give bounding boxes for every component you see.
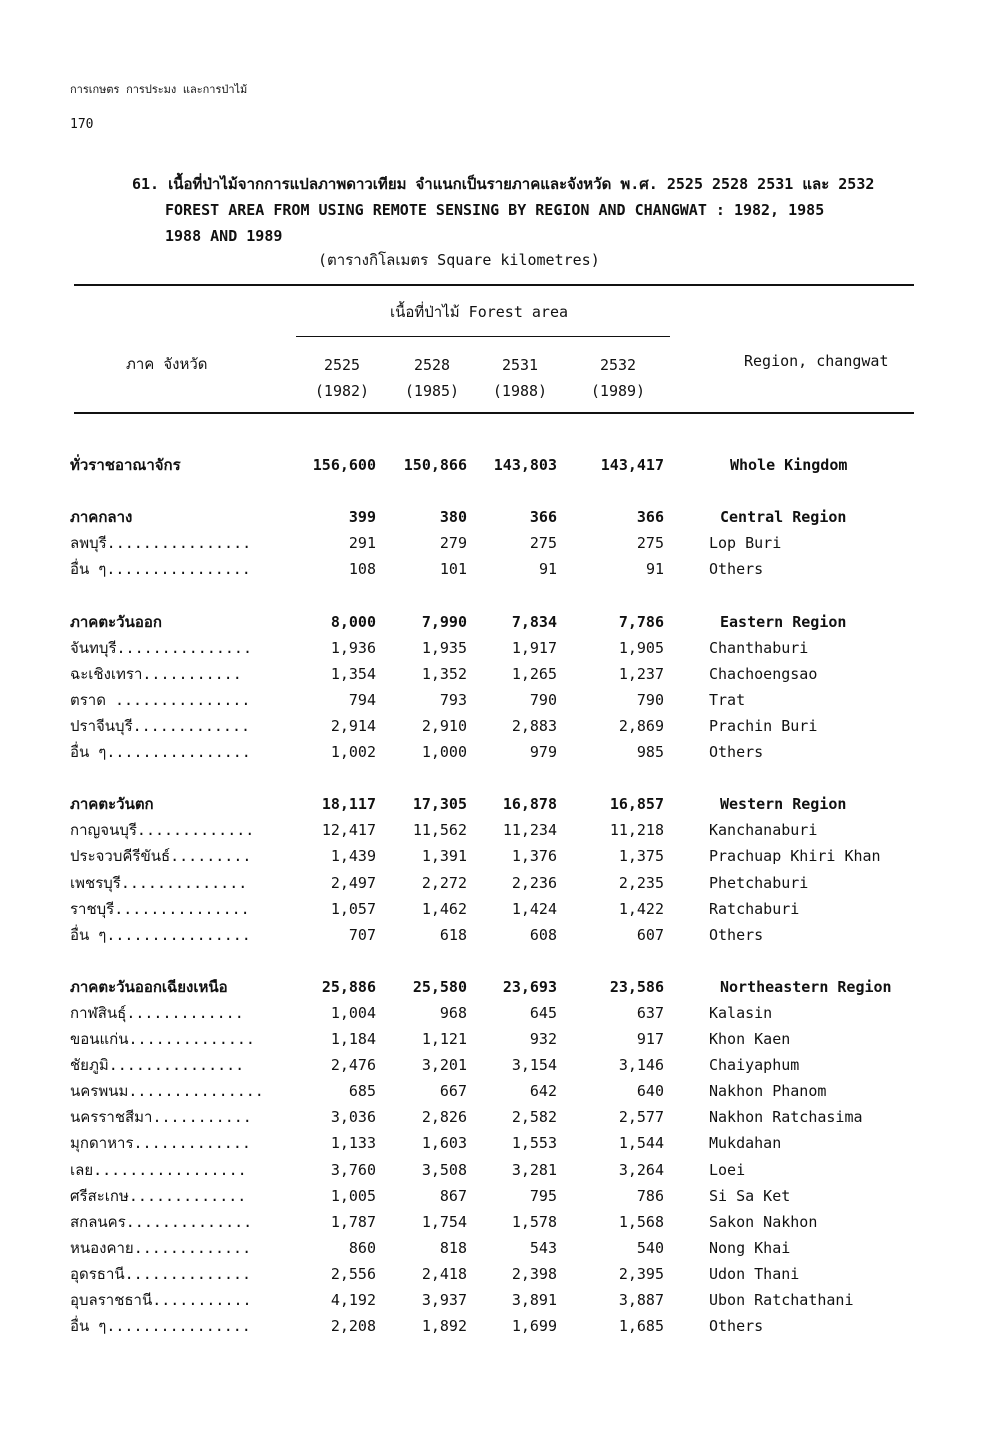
thai-name-cell: อุดรธานี.............. (70, 1264, 252, 1283)
value-cell-2528: 1,352 (421, 664, 467, 683)
thai-name-cell: หนองคาย............. (70, 1238, 252, 1257)
english-name-cell: Loei (709, 1160, 746, 1179)
value-cell-2531: 23,693 (502, 977, 557, 996)
value-cell-2528: 3,937 (421, 1291, 467, 1310)
english-name-cell: Western Region (720, 795, 847, 814)
region-header-english: Region, changwat (744, 352, 889, 370)
value-cell-2525: 2,556 (330, 1264, 376, 1283)
value-cell-2528: 1,603 (421, 1134, 467, 1153)
thai-name-cell: อื่น ๆ................ (70, 925, 251, 944)
value-cell-2532: 143,417 (600, 456, 664, 475)
value-cell-2532: 3,146 (618, 1056, 664, 1075)
english-name-cell: Sakon Nakhon (709, 1212, 818, 1231)
value-cell-2531: 143,803 (493, 456, 557, 475)
value-cell-2525: 1,354 (330, 664, 376, 683)
year-ad: (1988) (492, 382, 548, 400)
value-cell-2525: 399 (348, 508, 376, 527)
table-row (70, 739, 915, 765)
value-cell-2532: 640 (636, 1082, 664, 1101)
value-cell-2532: 1,685 (618, 1317, 664, 1336)
value-cell-2525: 1,133 (330, 1134, 376, 1153)
value-cell-2528: 1,754 (421, 1212, 467, 1231)
value-cell-2525: 291 (348, 534, 376, 553)
region-row (70, 791, 915, 817)
value-cell-2525: 1,005 (330, 1186, 376, 1205)
value-cell-2525: 2,476 (330, 1056, 376, 1075)
table-row (70, 1078, 915, 1104)
value-cell-2528: 3,201 (421, 1056, 467, 1075)
value-cell-2528: 2,418 (421, 1264, 467, 1283)
english-name-cell: Eastern Region (720, 612, 847, 631)
english-name-cell: Kanchanaburi (709, 821, 818, 840)
title-english-line-1: FOREST AREA FROM USING REMOTE SENSING BY REGION AND CHANGWAT : 1982, 1985 (165, 201, 825, 219)
table-row (70, 1287, 915, 1313)
table-row (70, 1157, 915, 1183)
table-top-rule (74, 284, 914, 286)
value-cell-2528: 818 (439, 1238, 467, 1257)
thai-name-cell: ภาคตะวันตก (70, 795, 154, 814)
value-cell-2531: 790 (529, 690, 557, 709)
english-name-cell: Others (709, 925, 764, 944)
value-cell-2525: 8,000 (330, 612, 376, 631)
value-cell-2531: 2,582 (511, 1108, 557, 1127)
title-thai: เนื้อที่ป่าไม้จากการแปลภาพดาวเทียม จำแนกเป็นรายภาคและจังหวัด พ.ศ. 2525 2528 2531 และ 2532 (168, 175, 875, 193)
table-body (70, 452, 915, 1339)
value-cell-2525: 794 (348, 690, 376, 709)
value-cell-2532: 3,264 (618, 1160, 664, 1179)
spacer-cell (70, 582, 915, 608)
english-name-cell: Prachuap Khiri Khan (709, 847, 881, 866)
value-cell-2528: 17,305 (412, 795, 467, 814)
value-cell-2531: 543 (529, 1238, 557, 1257)
english-name-cell: Mukdahan (709, 1134, 782, 1153)
table-number: 61. (132, 175, 160, 193)
value-cell-2531: 275 (529, 534, 557, 553)
value-cell-2532: 985 (636, 743, 664, 762)
value-cell-2528: 25,580 (412, 977, 467, 996)
value-cell-2531: 1,578 (511, 1212, 557, 1231)
table-row (70, 635, 915, 661)
value-cell-2528: 279 (439, 534, 467, 553)
forest-area-header: เนื้อที่ป่าไม้ Forest area (390, 303, 569, 321)
table-row (70, 922, 915, 948)
english-name-cell: Trat (709, 690, 746, 709)
value-cell-2528: 1,000 (421, 743, 467, 762)
english-name-cell: Others (709, 560, 764, 579)
value-cell-2525: 12,417 (321, 821, 376, 840)
value-cell-2525: 1,439 (330, 847, 376, 866)
table-row (70, 1026, 915, 1052)
value-cell-2525: 2,497 (330, 873, 376, 892)
spacer-row (70, 478, 915, 504)
value-cell-2532: 637 (636, 1004, 664, 1023)
forest-area-table (70, 452, 915, 1339)
thai-name-cell: กาฬสินธุ์............. (70, 1004, 244, 1023)
table-row (70, 713, 915, 739)
thai-name-cell: ศรีสะเกษ............. (70, 1186, 247, 1205)
forest-area-rule (296, 336, 670, 337)
spacer-cell (70, 765, 915, 791)
english-name-cell: Others (709, 1317, 764, 1336)
year-header-2532 (578, 352, 658, 404)
value-cell-2531: 3,891 (511, 1291, 557, 1310)
english-name-cell: Phetchaburi (709, 873, 809, 892)
english-name-cell: Si Sa Ket (709, 1186, 791, 1205)
value-cell-2528: 618 (439, 925, 467, 944)
table-row (70, 1052, 915, 1078)
value-cell-2531: 608 (529, 925, 557, 944)
english-name-cell: Chachoengsao (709, 664, 818, 683)
value-cell-2531: 366 (529, 508, 557, 527)
thai-name-cell: ขอนแก่น.............. (70, 1030, 255, 1049)
english-name-cell: Chaiyaphum (709, 1056, 800, 1075)
value-cell-2532: 11,218 (609, 821, 664, 840)
english-name-cell: Prachin Buri (709, 716, 818, 735)
value-cell-2528: 867 (439, 1186, 467, 1205)
value-cell-2532: 786 (636, 1186, 664, 1205)
spacer-cell (70, 478, 915, 504)
value-cell-2531: 91 (538, 560, 557, 579)
section-title: การเกษตร การประมง และการป่าไม้ (70, 83, 248, 96)
value-cell-2525: 707 (348, 925, 376, 944)
thai-name-cell: อื่น ๆ................ (70, 560, 251, 579)
table-row (70, 1313, 915, 1339)
year-ad: (1985) (404, 382, 460, 400)
value-cell-2531: 932 (529, 1030, 557, 1049)
value-cell-2528: 2,826 (421, 1108, 467, 1127)
thai-name-cell: ปราจีนบุรี............. (70, 716, 251, 735)
thai-name-cell: ประจวบคีรีขันธ์......... (70, 847, 252, 866)
value-cell-2525: 1,184 (330, 1030, 376, 1049)
value-cell-2531: 642 (529, 1082, 557, 1101)
year-be: 2532 (599, 356, 637, 374)
value-cell-2532: 540 (636, 1238, 664, 1257)
value-cell-2528: 793 (439, 690, 467, 709)
region-row (70, 504, 915, 530)
english-name-cell: Nong Khai (709, 1238, 791, 1257)
value-cell-2525: 25,886 (321, 977, 376, 996)
thai-name-cell: ชัยภูมิ............... (70, 1056, 245, 1075)
value-cell-2531: 3,154 (511, 1056, 557, 1075)
thai-name-cell: นครพนม............... (70, 1082, 264, 1101)
value-cell-2532: 7,786 (618, 612, 664, 631)
value-cell-2528: 1,391 (421, 847, 467, 866)
thai-name-cell: สกลนคร.............. (70, 1212, 253, 1231)
value-cell-2528: 1,462 (421, 899, 467, 918)
table-title (132, 171, 874, 249)
value-cell-2531: 7,834 (511, 612, 557, 631)
table-row (70, 530, 915, 556)
value-cell-2531: 1,376 (511, 847, 557, 866)
english-name-cell: Chanthaburi (709, 638, 809, 657)
english-name-cell: Others (709, 743, 764, 762)
value-cell-2532: 1,422 (618, 899, 664, 918)
value-cell-2528: 968 (439, 1004, 467, 1023)
thai-name-cell: อุบลราชธานี........... (70, 1291, 252, 1310)
table-row (70, 556, 915, 582)
table-row (70, 870, 915, 896)
value-cell-2528: 7,990 (421, 612, 467, 631)
year-ad: (1982) (314, 382, 370, 400)
table-row (70, 1261, 915, 1287)
value-cell-2531: 1,917 (511, 638, 557, 657)
header-bottom-rule (74, 412, 914, 414)
english-name-cell: Northeastern Region (720, 977, 892, 996)
english-name-cell: Khon Kaen (709, 1030, 791, 1049)
value-cell-2531: 795 (529, 1186, 557, 1205)
english-name-cell: Nakhon Ratchasima (709, 1108, 863, 1127)
table-row (70, 1183, 915, 1209)
value-cell-2525: 2,914 (330, 716, 376, 735)
value-cell-2531: 3,281 (511, 1160, 557, 1179)
page-number: 170 (70, 117, 94, 132)
value-cell-2528: 150,866 (403, 456, 467, 475)
value-cell-2528: 3,508 (421, 1160, 467, 1179)
value-cell-2528: 1,892 (421, 1317, 467, 1336)
thai-name-cell: ภาคตะวันออก (70, 612, 162, 631)
value-cell-2531: 11,234 (502, 821, 557, 840)
value-cell-2532: 2,395 (618, 1264, 664, 1283)
value-cell-2532: 1,568 (618, 1212, 664, 1231)
value-cell-2531: 979 (529, 743, 557, 762)
english-name-cell: Ratchaburi (709, 899, 800, 918)
thai-name-cell: อื่น ๆ................ (70, 1317, 251, 1336)
value-cell-2532: 91 (645, 560, 664, 579)
value-cell-2528: 2,910 (421, 716, 467, 735)
table-row (70, 687, 915, 713)
thai-name-cell: เลย................. (70, 1160, 247, 1179)
thai-name-cell: ทั่วราชอาณาจักร (70, 456, 181, 475)
value-cell-2525: 1,936 (330, 638, 376, 657)
thai-name-cell: ลพบุรี................ (70, 534, 252, 553)
value-cell-2532: 1,544 (618, 1134, 664, 1153)
value-cell-2525: 1,002 (330, 743, 376, 762)
year-be: 2531 (501, 356, 539, 374)
spacer-row (70, 948, 915, 974)
thai-name-cell: จันทบุรี............... (70, 638, 252, 657)
table-row (70, 843, 915, 869)
value-cell-2531: 2,236 (511, 873, 557, 892)
english-name-cell: Whole Kingdom (730, 456, 848, 475)
value-cell-2525: 1,004 (330, 1004, 376, 1023)
thai-name-cell: มุกดาหาร............. (70, 1134, 251, 1153)
value-cell-2532: 790 (636, 690, 664, 709)
value-cell-2531: 1,699 (511, 1317, 557, 1336)
region-row (70, 974, 915, 1000)
value-cell-2525: 18,117 (321, 795, 376, 814)
year-ad: (1989) (590, 382, 646, 400)
year-header-2528 (392, 352, 472, 404)
total-row (70, 452, 915, 478)
value-cell-2532: 16,857 (609, 795, 664, 814)
thai-name-cell: เพชรบุรี.............. (70, 873, 248, 892)
value-cell-2525: 156,600 (312, 456, 376, 475)
value-cell-2532: 1,375 (618, 847, 664, 866)
table-row (70, 661, 915, 687)
value-cell-2528: 1,935 (421, 638, 467, 657)
year-be: 2525 (323, 356, 361, 374)
year-header-2525 (302, 352, 382, 404)
spacer-row (70, 765, 915, 791)
value-cell-2525: 1,787 (330, 1212, 376, 1231)
value-cell-2531: 2,883 (511, 716, 557, 735)
value-cell-2531: 645 (529, 1004, 557, 1023)
unit-label: (ตารางกิโลเมตร Square kilometres) (318, 251, 600, 269)
value-cell-2532: 607 (636, 925, 664, 944)
value-cell-2531: 1,424 (511, 899, 557, 918)
value-cell-2528: 2,272 (421, 873, 467, 892)
value-cell-2531: 1,265 (511, 664, 557, 683)
table-row (70, 1000, 915, 1026)
thai-name-cell: ตราด ............... (70, 690, 251, 709)
value-cell-2525: 685 (348, 1082, 376, 1101)
spacer-cell (70, 948, 915, 974)
value-cell-2528: 667 (439, 1082, 467, 1101)
region-row (70, 609, 915, 635)
title-thai-line (132, 171, 874, 197)
value-cell-2531: 2,398 (511, 1264, 557, 1283)
english-name-cell: Ubon Ratchathani (709, 1291, 854, 1310)
region-header-thai: ภาค จังหวัด (126, 355, 208, 373)
thai-name-cell: ภาคตะวันออกเฉียงเหนือ (70, 977, 228, 996)
table-row (70, 896, 915, 922)
spacer-row (70, 582, 915, 608)
title-english-line-2: 1988 AND 1989 (165, 227, 283, 245)
thai-name-cell: ภาคกลาง (70, 508, 133, 527)
value-cell-2532: 1,237 (618, 664, 664, 683)
value-cell-2532: 23,586 (609, 977, 664, 996)
value-cell-2525: 4,192 (330, 1291, 376, 1310)
table-row (70, 817, 915, 843)
year-header-2531 (480, 352, 560, 404)
thai-name-cell: อื่น ๆ................ (70, 743, 251, 762)
value-cell-2525: 2,208 (330, 1317, 376, 1336)
value-cell-2525: 108 (348, 560, 376, 579)
year-be: 2528 (413, 356, 451, 374)
thai-name-cell: ฉะเชิงเทรา........... (70, 664, 242, 683)
thai-name-cell: นครราชสีมา........... (70, 1108, 252, 1127)
value-cell-2532: 1,905 (618, 638, 664, 657)
thai-name-cell: กาญจนบุรี............. (70, 821, 255, 840)
value-cell-2532: 917 (636, 1030, 664, 1049)
value-cell-2528: 380 (439, 508, 467, 527)
value-cell-2525: 3,760 (330, 1160, 376, 1179)
thai-name-cell: ราชบุรี............... (70, 899, 250, 918)
value-cell-2528: 1,121 (421, 1030, 467, 1049)
value-cell-2531: 16,878 (502, 795, 557, 814)
value-cell-2532: 366 (636, 508, 664, 527)
value-cell-2528: 101 (439, 560, 467, 579)
english-name-cell: Kalasin (709, 1004, 773, 1023)
value-cell-2531: 1,553 (511, 1134, 557, 1153)
value-cell-2532: 275 (636, 534, 664, 553)
table-row (70, 1130, 915, 1156)
table-row (70, 1104, 915, 1130)
english-name-cell: Udon Thani (709, 1264, 800, 1283)
table-row (70, 1235, 915, 1261)
value-cell-2525: 3,036 (330, 1108, 376, 1127)
value-cell-2532: 2,235 (618, 873, 664, 892)
value-cell-2528: 11,562 (412, 821, 467, 840)
value-cell-2525: 1,057 (330, 899, 376, 918)
value-cell-2532: 2,577 (618, 1108, 664, 1127)
value-cell-2532: 2,869 (618, 716, 664, 735)
value-cell-2525: 860 (348, 1238, 376, 1257)
english-name-cell: Lop Buri (709, 534, 782, 553)
table-row (70, 1209, 915, 1235)
english-name-cell: Nakhon Phanom (709, 1082, 827, 1101)
english-name-cell: Central Region (720, 508, 847, 527)
value-cell-2532: 3,887 (618, 1291, 664, 1310)
